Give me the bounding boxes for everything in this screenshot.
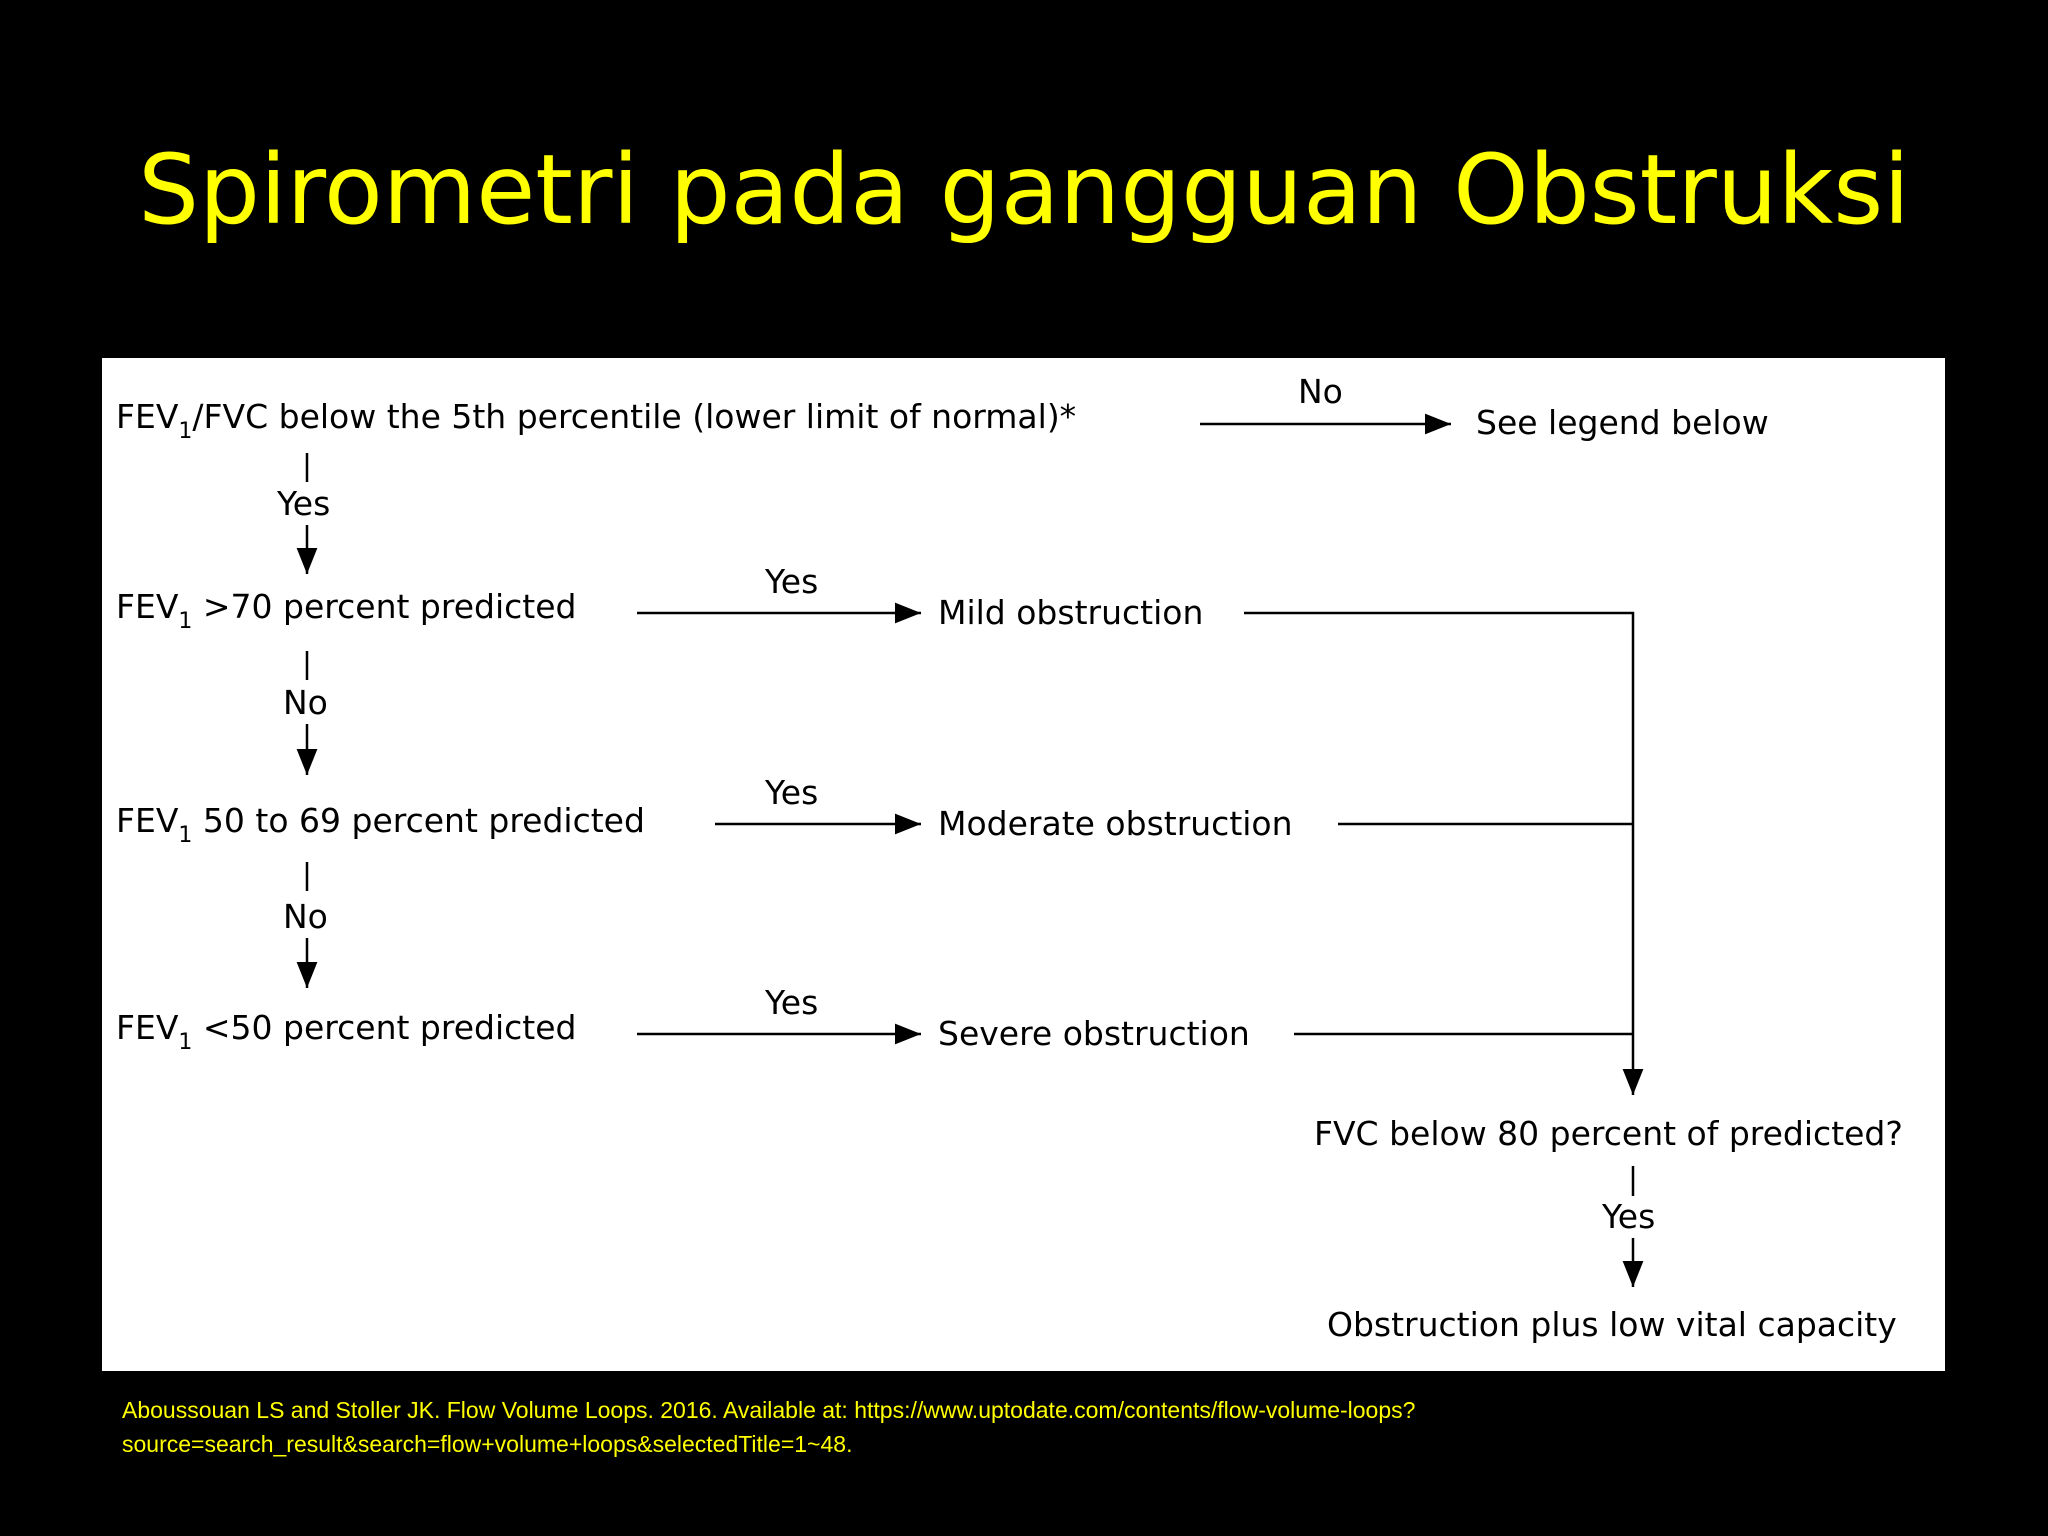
slide-title: Spirometri pada gangguan Obstruksi bbox=[138, 134, 1910, 246]
flowchart-diagram bbox=[102, 358, 1945, 1371]
node-moderate-obstruction: Moderate obstruction bbox=[938, 804, 1293, 843]
edge-label-n2-no: No bbox=[283, 683, 328, 722]
node-fvc-question: FVC below 80 percent of predicted? bbox=[1314, 1114, 1903, 1153]
node-see-legend: See legend below bbox=[1476, 403, 1769, 442]
edge-label-n1-yes: Yes bbox=[277, 484, 331, 523]
edge-label-n1-no: No bbox=[1298, 372, 1343, 411]
node-mild-obstruction: Mild obstruction bbox=[938, 593, 1204, 632]
node-fev1-50-69: $FEV_1$ 50 to 69 percent predicted bbox=[116, 801, 645, 848]
node-fev1-fvc-ratio: $FEV_1$/FVC below the 5th percentile (lower limit of normal)* bbox=[116, 397, 1077, 444]
node-fev1-over-70: $FEV_1 >70$ percent predicted bbox=[116, 587, 577, 634]
node-obstruction-low-vc: Obstruction plus low vital capacity bbox=[1327, 1305, 1897, 1344]
edge-label-n3-yes: Yes bbox=[765, 773, 819, 812]
edge-label-fvc-yes: Yes bbox=[1602, 1197, 1656, 1236]
edge-label-n3-no: No bbox=[283, 897, 328, 936]
edge-mild-to-fvc bbox=[1244, 613, 1633, 1031]
node-severe-obstruction: Severe obstruction bbox=[938, 1014, 1250, 1053]
edge-label-n2-yes: Yes bbox=[765, 562, 819, 601]
flowchart-panel bbox=[102, 358, 1945, 1371]
citation-text: Aboussouan LS and Stoller JK. Flow Volume Loops. 2016. Available at: https://www.uptodate.com/contents/flow-volume-loops?source=search_result&search=flow+volume+loops&selectedTitle=1~48. bbox=[122, 1397, 1416, 1457]
node-fev1-under-50: $FEV_1 <50$ percent predicted bbox=[116, 1008, 577, 1055]
edge-label-n4-yes: Yes bbox=[765, 983, 819, 1022]
